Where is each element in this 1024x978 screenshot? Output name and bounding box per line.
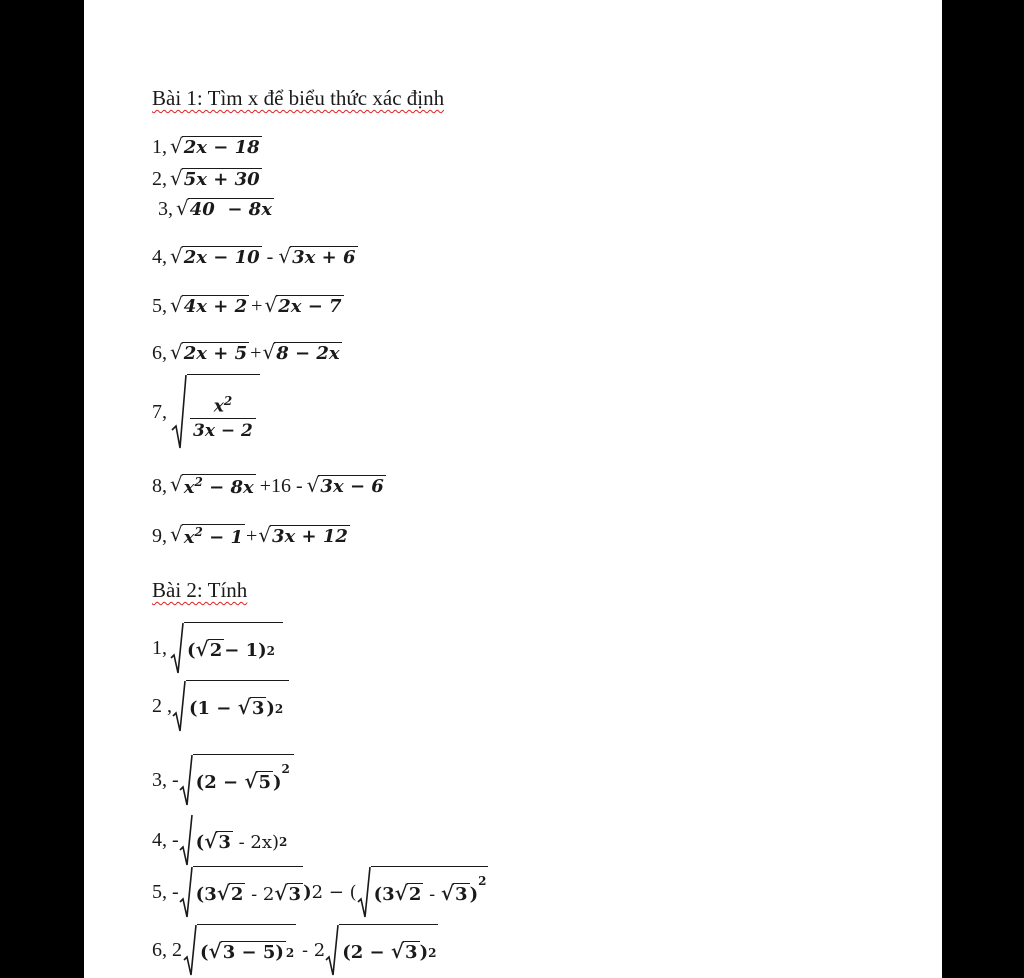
nested-sqrt: √ 2 [195, 637, 223, 662]
exercise-1-7 [152, 374, 260, 450]
denominator: 3x − 2 [190, 418, 256, 441]
radicand: 2x − 10 [183, 247, 260, 269]
exercise-2-6 [152, 924, 438, 976]
sqrt-expression [278, 246, 357, 269]
sqrt-expression: ( √ 2 − 1) 2 [170, 622, 283, 674]
radical-sign-icon: √ [170, 134, 183, 159]
sqrt-expression [170, 474, 256, 499]
fraction [190, 394, 256, 442]
nested-sqrt: √ 3 [204, 828, 231, 853]
exponent: 2 [311, 881, 324, 903]
exercise-1-8 [152, 474, 386, 499]
radical-sign-icon: √ [394, 881, 408, 906]
exercise-1-5 [152, 295, 344, 318]
radicand: 8 − 2x [276, 343, 340, 365]
sqrt-expression [170, 246, 262, 269]
exercise-1-9 [152, 524, 350, 549]
radical-sign-icon: √ [258, 523, 272, 547]
radical-sign-icon [179, 754, 193, 806]
item-number: 1, [152, 636, 167, 659]
nested-sqrt: √ 3 − 5) [208, 939, 284, 964]
radicand: 2x − 18 [183, 137, 260, 159]
radical-sign-icon [170, 622, 184, 674]
item-number: 6, [152, 342, 167, 364]
operator: + [250, 342, 262, 364]
radical-sign-icon [183, 924, 197, 976]
radical-sign-icon: √ [204, 828, 218, 853]
radical-sign-icon [179, 866, 193, 918]
exercise-2-3 [152, 754, 294, 806]
item-number: 5, [152, 295, 167, 317]
radical-sign-icon: √ [264, 293, 278, 318]
exercise-1-2 [152, 168, 262, 191]
sqrt-expression [170, 295, 249, 318]
radical-sign-icon: √ [274, 881, 288, 906]
radical-sign-icon: √ [278, 244, 292, 269]
exercise-1-6 [152, 342, 342, 365]
radicand: $x^2 - 1$ [183, 525, 243, 548]
radicand: 3x − 6 [320, 476, 384, 497]
radical-sign-icon: √ [306, 473, 320, 497]
numerator: $x^2$ [213, 393, 233, 417]
nested-sqrt: √ 3 [274, 881, 302, 906]
nested-sqrt: √ 5 [244, 769, 272, 794]
item-number: 6, 2 [152, 938, 182, 961]
radical-sign-icon: √ [237, 695, 251, 720]
sqrt-expression [307, 475, 386, 498]
sqrt-expression [170, 136, 262, 159]
radicand: 40 − 8x [189, 199, 272, 221]
item-number: 3, [158, 198, 173, 220]
radical-sign-icon: √ [170, 244, 183, 269]
radical-sign-icon: √ [170, 472, 183, 496]
sqrt-fraction [171, 374, 260, 450]
radicand: 4x + 2 [183, 296, 248, 318]
sqrt-expression: ( √ 3 − 5) 2 [183, 924, 296, 976]
radical-sign-icon: √ [195, 637, 209, 662]
radicand: 2x − 7 [278, 296, 342, 318]
closing-paren: ) [303, 881, 312, 903]
item-number: 8, [152, 474, 167, 497]
radical-sign-icon: √ [244, 769, 258, 794]
exercise-2-1 [152, 622, 283, 674]
exercise-2-4 [152, 814, 287, 866]
radical-sign-icon: √ [176, 196, 189, 221]
nested-sqrt: √ 2 [394, 881, 422, 906]
nested-sqrt: √ 2 [216, 881, 244, 906]
sqrt-expression [170, 524, 245, 549]
radical-sign-icon: √ [390, 939, 405, 964]
sqrt-expression: (2 − √ 5 ) $^2$ [179, 754, 294, 806]
item-number: 2, [152, 168, 167, 190]
radicand: $x^2 - 8x$ [183, 475, 254, 498]
operator: + [251, 295, 263, 317]
radicand: 2x + 5 [183, 343, 248, 365]
sqrt-expression: (3 √ 2 - √ 3 ) $^2$ [357, 866, 489, 918]
exercise-1-4 [152, 246, 358, 269]
item-number: 4, [152, 246, 167, 268]
sqrt-expression [264, 295, 343, 318]
radicand: 3x + 12 [272, 526, 348, 547]
item-number: 3, - [152, 768, 179, 791]
radicand: 5x + 30 [183, 169, 260, 191]
item-number: 1, [152, 136, 167, 158]
radicand: 3x + 6 [292, 247, 356, 269]
operator: - [266, 246, 274, 268]
nested-sqrt: √ 3 [440, 881, 468, 906]
sqrt-expression: (2 − √ 3 ) 2 [325, 924, 438, 976]
radical-sign-icon: √ [262, 340, 276, 365]
item-number: 7, [152, 400, 167, 423]
exercise-1-1 [152, 136, 262, 159]
exercise-1-3 [158, 198, 274, 221]
radical-sign-icon: √ [170, 293, 183, 318]
item-number: 4, - [152, 828, 179, 851]
radical-sign-icon: √ [170, 522, 183, 546]
document-page [84, 0, 942, 978]
item-number: 2 , [152, 694, 172, 717]
sqrt-expression [170, 342, 249, 365]
operator: - 2 [296, 939, 326, 961]
radical-sign-icon [325, 924, 339, 976]
exercise-2-2 [152, 680, 289, 732]
radical-sign-icon: √ [440, 881, 455, 906]
sqrt-expression [176, 198, 274, 221]
operator: +16 - [259, 474, 303, 497]
radical-sign-icon: √ [170, 166, 183, 191]
sqrt-expression [170, 168, 262, 191]
nested-sqrt: √ 3 [390, 939, 418, 964]
heading-bai-1: Bài 1: Tìm x để biểu thức xác định [152, 86, 445, 110]
radical-sign-icon [171, 374, 187, 450]
sqrt-expression: (1 − √ 3 ) 2 [172, 680, 289, 732]
sqrt-expression [262, 342, 341, 365]
item-number: 9, [152, 524, 167, 547]
nested-sqrt: √ 3 [237, 695, 265, 720]
sqrt-expression: (3 √ 2 - 2 √ 3 [179, 866, 303, 918]
item-number: 5, - [152, 880, 179, 903]
exercise-2-5 [152, 866, 488, 918]
radical-sign-icon [357, 866, 371, 918]
radical-sign-icon: √ [208, 939, 222, 964]
heading-bai-2: Bài 2: Tính [152, 578, 248, 602]
sqrt-expression [258, 525, 350, 548]
sqrt-expression: ( √ 3 - 2x) 2 [179, 814, 288, 866]
radical-sign-icon: √ [216, 881, 230, 906]
operator: − ( [323, 881, 357, 903]
radical-sign-icon: √ [170, 340, 183, 365]
radical-sign-icon [172, 680, 186, 732]
radical-sign-icon [179, 814, 193, 866]
operator: + [245, 524, 258, 547]
